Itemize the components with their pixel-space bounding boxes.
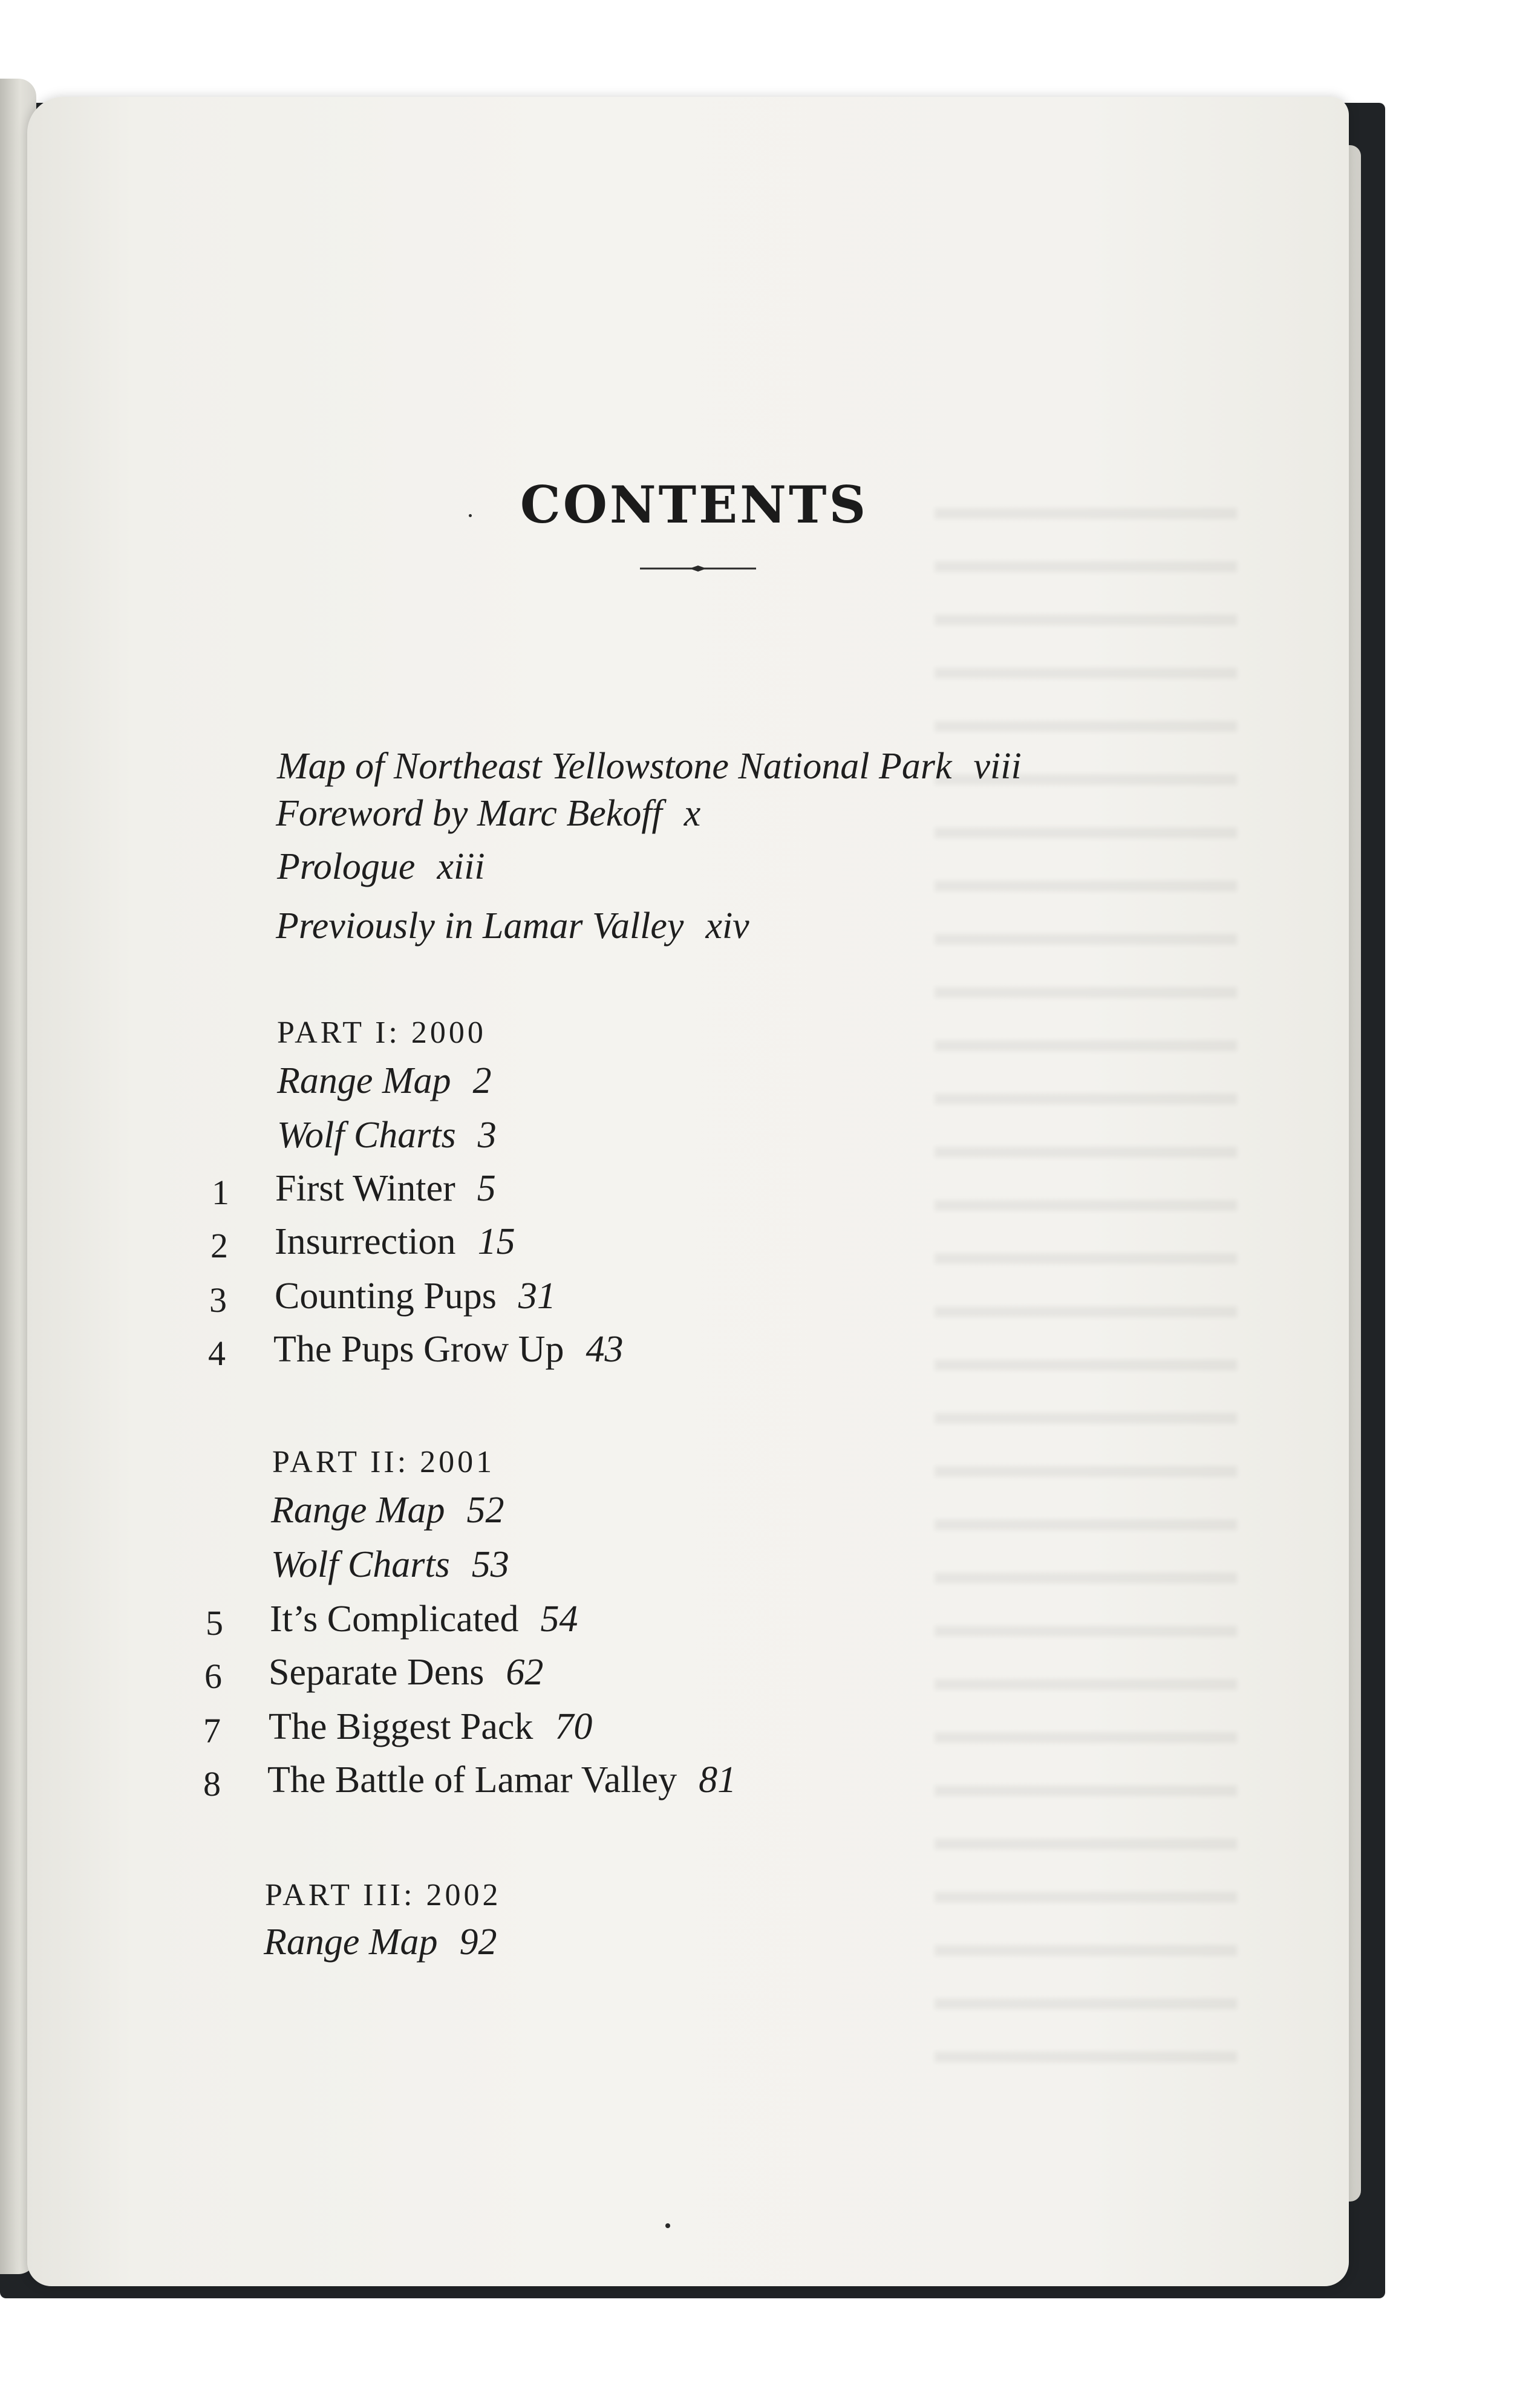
entry-page: xiii <box>437 846 485 887</box>
chapter-page: 70 <box>555 1706 593 1747</box>
entry-title: Foreword by Marc Bekoff <box>276 793 662 834</box>
entry-page: 3 <box>477 1115 497 1156</box>
entry-title: Wolf Charts <box>271 1544 450 1585</box>
entry-title: Range Map <box>264 1922 438 1963</box>
toc-entry <box>264 1921 497 1964</box>
page-speck <box>469 514 472 517</box>
chapter-number: 6 <box>204 1657 222 1696</box>
part-heading: PART I: 2000 <box>277 1015 486 1050</box>
toc-entry <box>277 1060 492 1103</box>
chapter-title: Counting Pups <box>275 1276 497 1317</box>
page-speck <box>665 2223 670 2228</box>
entry-page: 53 <box>471 1544 509 1585</box>
chapter-page: 31 <box>518 1276 556 1317</box>
chapter-title: Separate Dens <box>269 1652 485 1693</box>
toc-chapter <box>275 1275 556 1318</box>
toc-chapter <box>267 1759 736 1802</box>
toc-chapter <box>275 1221 515 1263</box>
chapter-number: 2 <box>210 1226 228 1265</box>
toc-chapter <box>275 1167 496 1210</box>
chapter-number: 4 <box>208 1334 226 1373</box>
entry-page: xiv <box>705 905 749 947</box>
entry-title: Prologue <box>277 846 416 887</box>
toc-entry <box>277 745 1022 788</box>
toc-entry <box>271 1543 509 1586</box>
chapter-number: 5 <box>206 1603 223 1643</box>
entry-page: x <box>684 793 701 834</box>
chapter-title: It’s Complicated <box>270 1599 519 1640</box>
toc-entry <box>277 846 485 888</box>
toc-chapter <box>273 1328 623 1371</box>
chapter-page: 62 <box>506 1652 544 1693</box>
toc-chapter <box>269 1651 543 1694</box>
chapter-page: 5 <box>477 1168 496 1209</box>
chapter-number: 1 <box>212 1173 229 1212</box>
chapter-title: First Winter <box>275 1168 455 1209</box>
toc-chapter <box>269 1706 592 1749</box>
toc-entry <box>277 1114 497 1157</box>
entry-page: 2 <box>472 1060 492 1101</box>
chapter-title: Insurrection <box>275 1221 456 1262</box>
entry-title: Range Map <box>277 1060 451 1101</box>
chapter-page: 54 <box>540 1599 578 1640</box>
chapter-number: 3 <box>209 1280 227 1320</box>
chapter-title: The Pups Grow Up <box>273 1329 564 1370</box>
chapter-page: 43 <box>586 1329 624 1370</box>
entry-page: 52 <box>466 1490 504 1531</box>
chapter-title: The Biggest Pack <box>269 1706 533 1747</box>
entry-page: viii <box>973 746 1022 787</box>
entry-title: Range Map <box>271 1490 445 1531</box>
entry-page: 92 <box>459 1922 497 1963</box>
toc-entry <box>271 1489 504 1532</box>
part-heading: PART II: 2001 <box>272 1445 495 1479</box>
entry-title: Previously in Lamar Valley <box>276 905 684 947</box>
chapter-number: 7 <box>203 1711 221 1750</box>
page-title: CONTENTS <box>520 475 869 535</box>
toc-chapter <box>270 1598 578 1641</box>
toc-entry <box>276 905 749 948</box>
chapter-title: The Battle of Lamar Valley <box>267 1759 677 1801</box>
show-through-text <box>935 472 1237 2105</box>
toc-entry <box>276 792 700 835</box>
title-ornament <box>640 565 756 572</box>
part-heading: PART III: 2002 <box>265 1878 501 1912</box>
entry-title: Wolf Charts <box>277 1115 456 1156</box>
chapter-page: 81 <box>699 1759 737 1801</box>
chapter-number: 8 <box>203 1764 221 1804</box>
entry-title: Map of Northeast Yellowstone National Park <box>277 746 952 787</box>
chapter-page: 15 <box>477 1221 515 1262</box>
